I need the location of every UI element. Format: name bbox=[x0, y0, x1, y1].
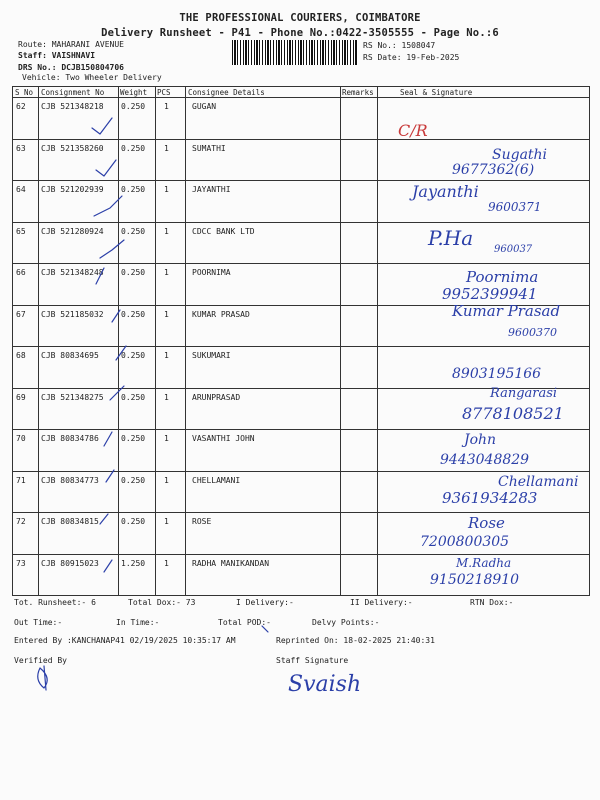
cell-consignee: SUKUMARI bbox=[192, 351, 231, 360]
cell-pcs: 1 bbox=[164, 351, 169, 360]
cell-consignee: POORNIMA bbox=[192, 268, 231, 277]
cell-weight: 0.250 bbox=[121, 434, 146, 443]
i-delivery: I Delivery:- bbox=[236, 598, 294, 607]
cell-pcs: 1 bbox=[164, 143, 169, 153]
cell-pcs: 1 bbox=[164, 102, 169, 111]
cell-sno: 62 bbox=[16, 102, 26, 111]
handwritten-r69-phone: 8778108521 bbox=[462, 404, 564, 423]
handwritten-r66-name: Poornima bbox=[466, 268, 539, 286]
route-label: Route: MAHARANI AVENUE bbox=[18, 40, 124, 49]
handwritten-r73-name: M.Radha bbox=[456, 556, 512, 570]
rs-number: RS No.: 1508047 bbox=[363, 41, 436, 50]
runsheet-subtitle: Delivery Runsheet - P41 - Phone No.:0422-3505555 - Page No.:6 bbox=[101, 27, 499, 39]
cell-sno: 69 bbox=[16, 392, 26, 402]
cell-pcs: 1 bbox=[164, 185, 169, 194]
out-time: Out Time:- bbox=[14, 618, 63, 627]
handwritten-r67-name: Kumar Prasad bbox=[452, 302, 561, 320]
col-sno: S No bbox=[15, 88, 34, 97]
cell-weight: 0.250 bbox=[121, 351, 146, 360]
cell-consignee: ARUNPRASAD bbox=[192, 392, 241, 402]
handwritten-r72-phone: 7200800305 bbox=[420, 534, 510, 550]
handwritten-r63-phone: 9677362(6) bbox=[452, 162, 535, 178]
staff-label: Staff: VAISHNAVI bbox=[18, 51, 96, 60]
cell-cno: CJB 80834695 bbox=[41, 351, 99, 360]
handwritten-r62: C/R bbox=[398, 121, 428, 140]
cell-sno: 67 bbox=[16, 309, 26, 319]
handwritten-r71-name: Chellamani bbox=[498, 474, 579, 490]
col-consignee: Consignee Details bbox=[188, 88, 265, 97]
handwritten-r71-phone: 9361934283 bbox=[442, 489, 538, 507]
col-consignment: Consignment No bbox=[41, 88, 105, 97]
cell-cno: CJB 521185032 bbox=[41, 309, 104, 319]
cell-weight: 0.250 bbox=[121, 143, 146, 153]
cell-weight: 1.250 bbox=[121, 558, 146, 568]
cell-consignee: KUMAR PRASAD bbox=[192, 309, 250, 319]
cell-sno: 73 bbox=[16, 558, 26, 568]
cell-consignee: GUGAN bbox=[192, 102, 217, 111]
cell-weight: 0.250 bbox=[121, 226, 146, 236]
handwritten-r64-name: Jayanthi bbox=[412, 182, 479, 201]
handwritten-r67-phone: 9600370 bbox=[508, 326, 557, 339]
vehicle-label: Vehicle: Two Wheeler Delivery bbox=[22, 73, 162, 82]
cell-sno: 72 bbox=[16, 517, 26, 526]
cell-cno: CJB 521348218 bbox=[41, 102, 104, 111]
rtn-dox: RTN Dox:- bbox=[470, 598, 514, 607]
col-remarks: Remarks bbox=[342, 88, 374, 97]
handwritten-r68-phone: 8903195166 bbox=[452, 366, 542, 382]
handwritten-r70-phone: 9443048829 bbox=[440, 452, 530, 468]
cell-consignee: VASANTHI JOHN bbox=[192, 434, 255, 443]
cell-cno: CJB 521280924 bbox=[41, 226, 104, 236]
verified-by-label: Verified By bbox=[14, 656, 67, 665]
handwritten-r66-phone: 9952399941 bbox=[442, 285, 538, 303]
company-title: THE PROFESSIONAL COURIERS, COIMBATORE bbox=[179, 12, 421, 24]
staff-signature: Svaish bbox=[288, 672, 362, 697]
cell-cno: CJB 521348248 bbox=[41, 268, 104, 277]
col-seal-signature: Seal & Signature bbox=[400, 88, 473, 97]
cell-cno: CJB 521348275 bbox=[41, 392, 104, 402]
handwritten-r65-sign: P.Ha bbox=[428, 226, 474, 250]
total-dox: Total Dox:- 73 bbox=[128, 598, 196, 607]
cell-consignee: RADHA MANIKANDAN bbox=[192, 558, 270, 568]
ii-delivery: II Delivery:- bbox=[350, 598, 413, 607]
handwritten-r70-name: John bbox=[464, 432, 497, 448]
reprinted-on: Reprinted On: 18-02-2025 21:40:31 bbox=[276, 636, 435, 645]
cell-cno: CJB 521202939 bbox=[41, 185, 104, 194]
cell-consignee: ROSE bbox=[192, 517, 212, 526]
handwritten-r72-name: Rose bbox=[468, 514, 505, 532]
tot-runsheet: Tot. Runsheet:- 6 bbox=[14, 598, 96, 607]
cell-sno: 63 bbox=[16, 143, 26, 153]
rs-date: RS Date: 19-Feb-2025 bbox=[363, 53, 460, 62]
drs-number: DRS No.: DCJB150804706 bbox=[18, 63, 124, 72]
cell-pcs: 1 bbox=[164, 475, 169, 485]
cell-sno: 65 bbox=[16, 226, 26, 236]
in-time: In Time:- bbox=[116, 618, 160, 627]
handwritten-r73-phone: 9150218910 bbox=[430, 572, 520, 588]
cell-weight: 0.250 bbox=[121, 309, 146, 319]
handwritten-r65-phone: 960037 bbox=[494, 244, 533, 255]
cell-weight: 0.250 bbox=[121, 392, 146, 402]
cell-cno: CJB 521358260 bbox=[41, 143, 104, 153]
cell-sno: 66 bbox=[16, 268, 26, 277]
handwritten-r64-phone: 9600371 bbox=[488, 200, 542, 214]
cell-pcs: 1 bbox=[164, 268, 169, 277]
col-pcs: PCS bbox=[157, 88, 171, 97]
cell-pcs: 1 bbox=[164, 226, 169, 236]
cell-consignee: SUMATHI bbox=[192, 143, 226, 153]
delvy-points: Delvy Points:- bbox=[312, 618, 380, 627]
cell-pcs: 1 bbox=[164, 558, 169, 568]
cell-sno: 71 bbox=[16, 475, 26, 485]
cell-cno: CJB 80834773 bbox=[41, 475, 99, 485]
cell-consignee: JAYANTHI bbox=[192, 185, 231, 194]
cell-pcs: 1 bbox=[164, 392, 169, 402]
col-weight: Weight bbox=[120, 88, 148, 97]
cell-weight: 0.250 bbox=[121, 185, 146, 194]
cell-sno: 70 bbox=[16, 434, 26, 443]
entered-by: Entered By :KANCHANAP41 02/19/2025 10:35:17 AM bbox=[14, 636, 236, 645]
handwritten-r63-name: Sugathi bbox=[492, 147, 548, 163]
cell-pcs: 1 bbox=[164, 434, 169, 443]
cell-weight: 0.250 bbox=[121, 475, 146, 485]
staff-signature-label: Staff Signature bbox=[276, 656, 349, 665]
cell-weight: 0.250 bbox=[121, 517, 146, 526]
cell-cno: CJB 80915023 bbox=[41, 558, 99, 568]
cell-cno: CJB 80834815 bbox=[41, 517, 99, 526]
cell-pcs: 1 bbox=[164, 309, 169, 319]
handwritten-r69-name: Rangarasi bbox=[490, 386, 558, 401]
cell-weight: 0.250 bbox=[121, 102, 146, 111]
cell-cno: CJB 80834786 bbox=[41, 434, 99, 443]
total-pod: Total POD:- bbox=[218, 618, 271, 627]
cell-sno: 68 bbox=[16, 351, 26, 360]
cell-consignee: CDCC BANK LTD bbox=[192, 226, 255, 236]
cell-weight: 0.250 bbox=[121, 268, 146, 277]
cell-consignee: CHELLAMANI bbox=[192, 475, 241, 485]
cell-sno: 64 bbox=[16, 185, 26, 194]
cell-pcs: 1 bbox=[164, 517, 169, 526]
